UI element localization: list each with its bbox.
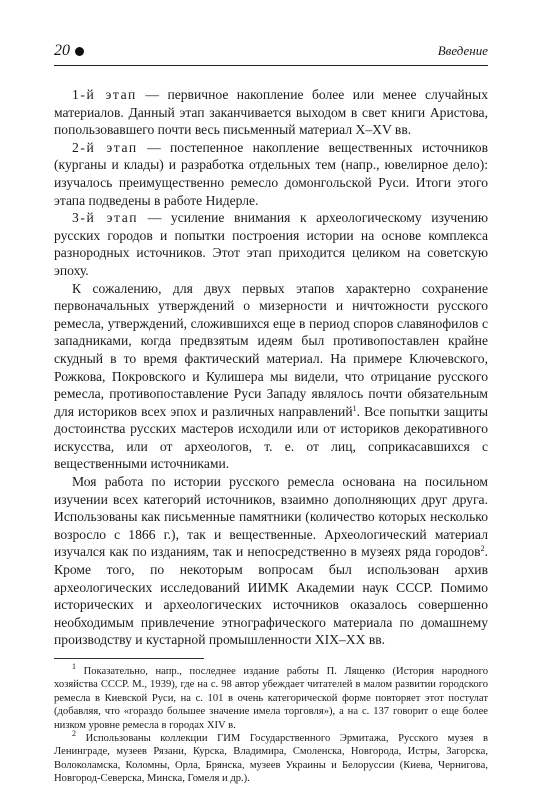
- stage-label: 3-й этап: [72, 210, 139, 226]
- page-number: 20: [54, 42, 84, 60]
- footnote-2: $^2$ Использованы коллекции ГИМ Государственного Эрмитажа, Русского музея в Ленинграде, музеев Рязани, Курска, Владимира, Смоленска, Новгорода, Истры, Загорска, Волоколамска, Коломны, Орла, Брянска, музеев Украины и Белоруссии (Киева, Чернигова, Новгород-Северска, Минска, Гомеля и др.).: [54, 729, 488, 785]
- paragraph-my-work: Моя работа по истории русского ремесла основана на посильном изучении всех категорий источников, взаимно дополняющих друг друга. Использованы как письменные памятники (количество которых несколько возросло с 1866 г.), так и вещественные. Археологический материал изучался как по изданиям, так и непосредственно в музеях ряда городов$^2$. Кроме того, по некоторым вопросам был использован архив археологических исследований ИИМК Академии наук СССР. Помимо исторических и археологических источников оказалось совершенно необходимым привлечение этнографического материала по домашнему производству и кустарной промышленности XIX–XX вв.: [54, 474, 488, 648]
- bullet-icon: [75, 47, 84, 56]
- body-text: [54, 86, 488, 649]
- running-header: [54, 42, 488, 66]
- paragraph-stage-2: 2-й этап — постепенное накопление вещественных источников (курганы и клады) и разработка отдельных тем (напр., ювелирное дело): изучалось преимущественно ремесло домонгольской Руси. Итоги этого этапа подведены в работе Нидерле.: [54, 139, 489, 208]
- footnotes: [54, 662, 488, 786]
- footnote-divider: [54, 658, 204, 659]
- footnote-ref[interactable]: 1: [352, 403, 357, 413]
- stage-label: 2-й этап: [72, 139, 138, 155]
- footnote-mark: 1: [72, 662, 76, 671]
- page: [54, 42, 488, 786]
- stage-label: 1-й этап: [72, 87, 137, 102]
- paragraph-regret: К сожалению, для двух первых этапов характерно сохранение первоначальных утверждений о мизерности и ничтожности русского ремесла, утверждений, сложившихся еще в период споров славянофилов с западниками, когда предвзятым идеям был противопоставлен крайне скудный в то время фактический материал. На примере Ключевского, Рожкова, Покровского и Кулишера мы видели, что отрицание русского ремесла, противопоставление Руси Западу являлось почти обязательным для историков всех эпох и различных направлений$^1$. Все попытки защиты достоинства русских мастеров исходили или от историков декоративного искусства, или от археологов, т. е. от лиц, соприкасавшихся с вещественными источниками.: [54, 280, 488, 472]
- paragraph-stage-1: 1-й этап — первичное накопление более или менее случайных материалов. Данный этап заканчивается выходом в свет книги Аристова, попользовавшего почти весь письменный материал X–XV вв.: [54, 87, 488, 138]
- footnote-mark: 2: [72, 729, 76, 739]
- section-title: Введение: [437, 43, 488, 58]
- paragraph-stage-3: 3-й этап — усиление внимания к археологическому изучению русских городов и попытки построения истории на основе комплекса разнородных источников. Этот этап приходится целиком на советскую эпоху.: [54, 210, 488, 278]
- footnote-ref[interactable]: 2: [480, 544, 485, 554]
- footnote-1: $^1$ Показательно, напр., последнее издание работы П. Лященко (История народного хозяйства СССР. М., 1939), где на с. 98 автор убеждает читателей в малом развитии городского ремесла в Киевской Руси, на с. 101 в очень категорической форме повторяет этот постулат (добавляя, что «гораздо большее значение имела торговля»), а на с. 137 говорит о еще более низком уровне ремесла в городах XIV в.: [54, 662, 488, 731]
